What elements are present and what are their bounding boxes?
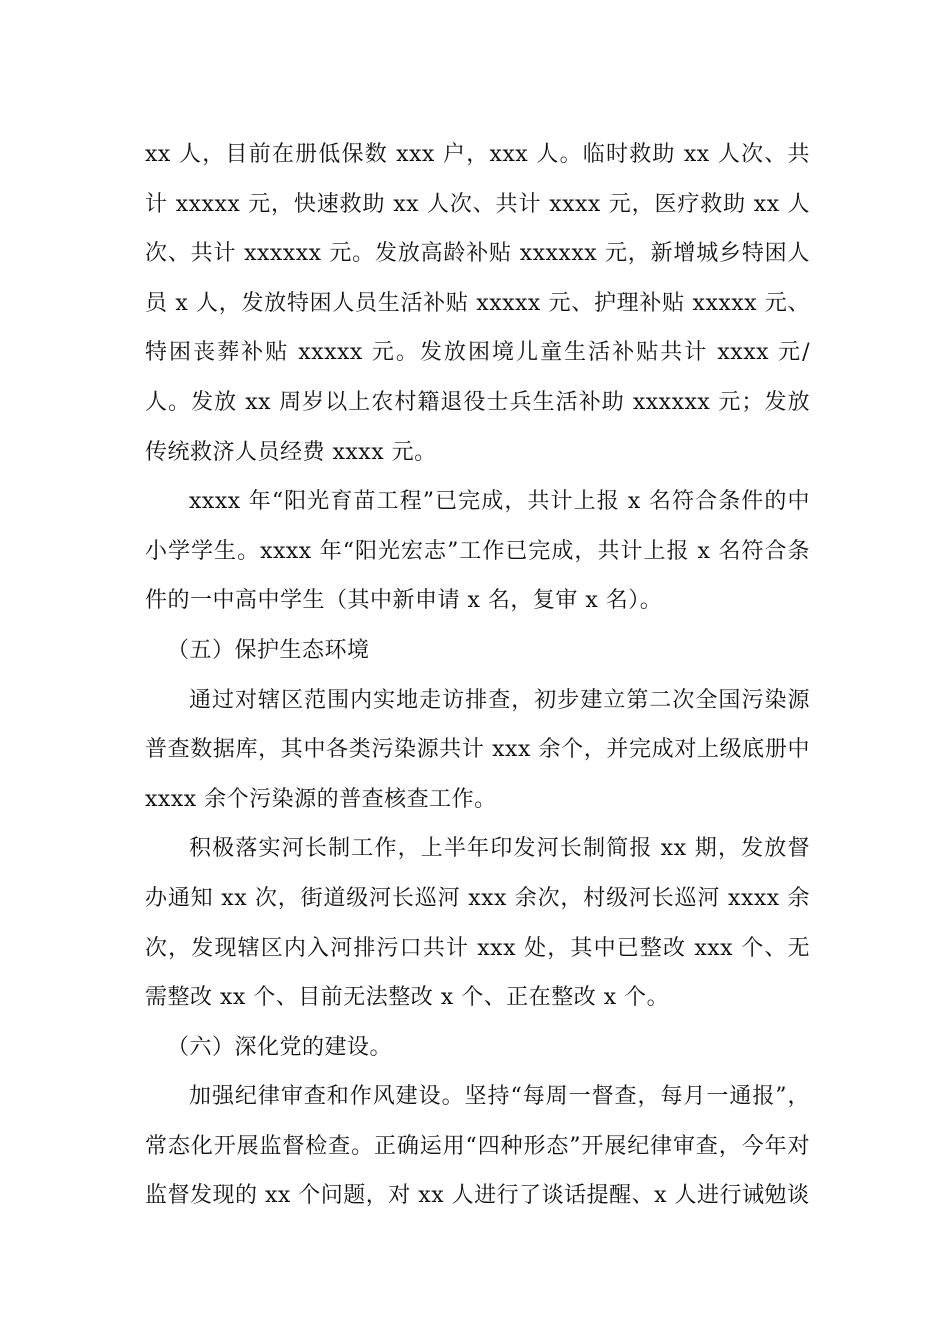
paragraph-social-assistance: xx 人，目前在册低保数 xxx 户，xxx 人。临时救助 xx 人次、共计 xxxxx 元，快速救助 xx 人次、共计 xxxx 元，医疗救助 xx 人次、共计 xxxxxx 元。发放高龄补贴 xxxxxx 元，新增城乡特困人员 x 人，发放特困人员生活补贴 xxxxx 元、护理补贴 xxxxx 元、特困丧葬补贴 xxxxx 元。发放困境儿童生活补贴共计 xxxx 元/人。发放 xx 周岁以上农村籍退役士兵生活补助 xxxxxx 元；发放传统救济人员经费 xxxx 元。 [145, 142, 810, 465]
paragraph-sunshine-programs: xxxx 年“阳光育苗工程”已完成，共计上报 x 名符合条件的中小学学生。xxxx 年“阳光宏志”工作已完成，共计上报 x 名符合条件的一中高中学生（其中新申请 x 名，复审 x 名）。 [145, 489, 810, 614]
paragraph-discipline-review: 加强纪律审查和作风建设。坚持“每周一督查，每月一通报”，常态化开展监督检查。正确运用“四种形态”开展纪律审查，今年对监督发现的 xx 个问题，对 xx 人进行了谈话提醒、x 人进行诫勉谈 [145, 1084, 810, 1209]
section-heading-party-building: （六）深化党的建设。 [167, 1034, 393, 1060]
paragraph-pollution-census: 通过对辖区范围内实地走访排查，初步建立第二次全国污染源普查数据库，其中各类污染源共计 xxx 余个，并完成对上级底册中 xxxx 余个污染源的普查核查工作。 [145, 687, 810, 812]
document-body [145, 130, 810, 1221]
paragraph-river-chief: 积极落实河长制工作，上半年印发河长制简报 xx 期，发放督办通知 xx 次，街道级河长巡河 xxx 余次，村级河长巡河 xxxx 余次，发现辖区内入河排污口共计 xxx 处，其中已整改 xxx 个、无需整改 xx 个、目前无法整改 x 个、正在整改 x 个。 [145, 836, 810, 1011]
section-heading-ecology: （五）保护生态环境 [167, 637, 370, 663]
